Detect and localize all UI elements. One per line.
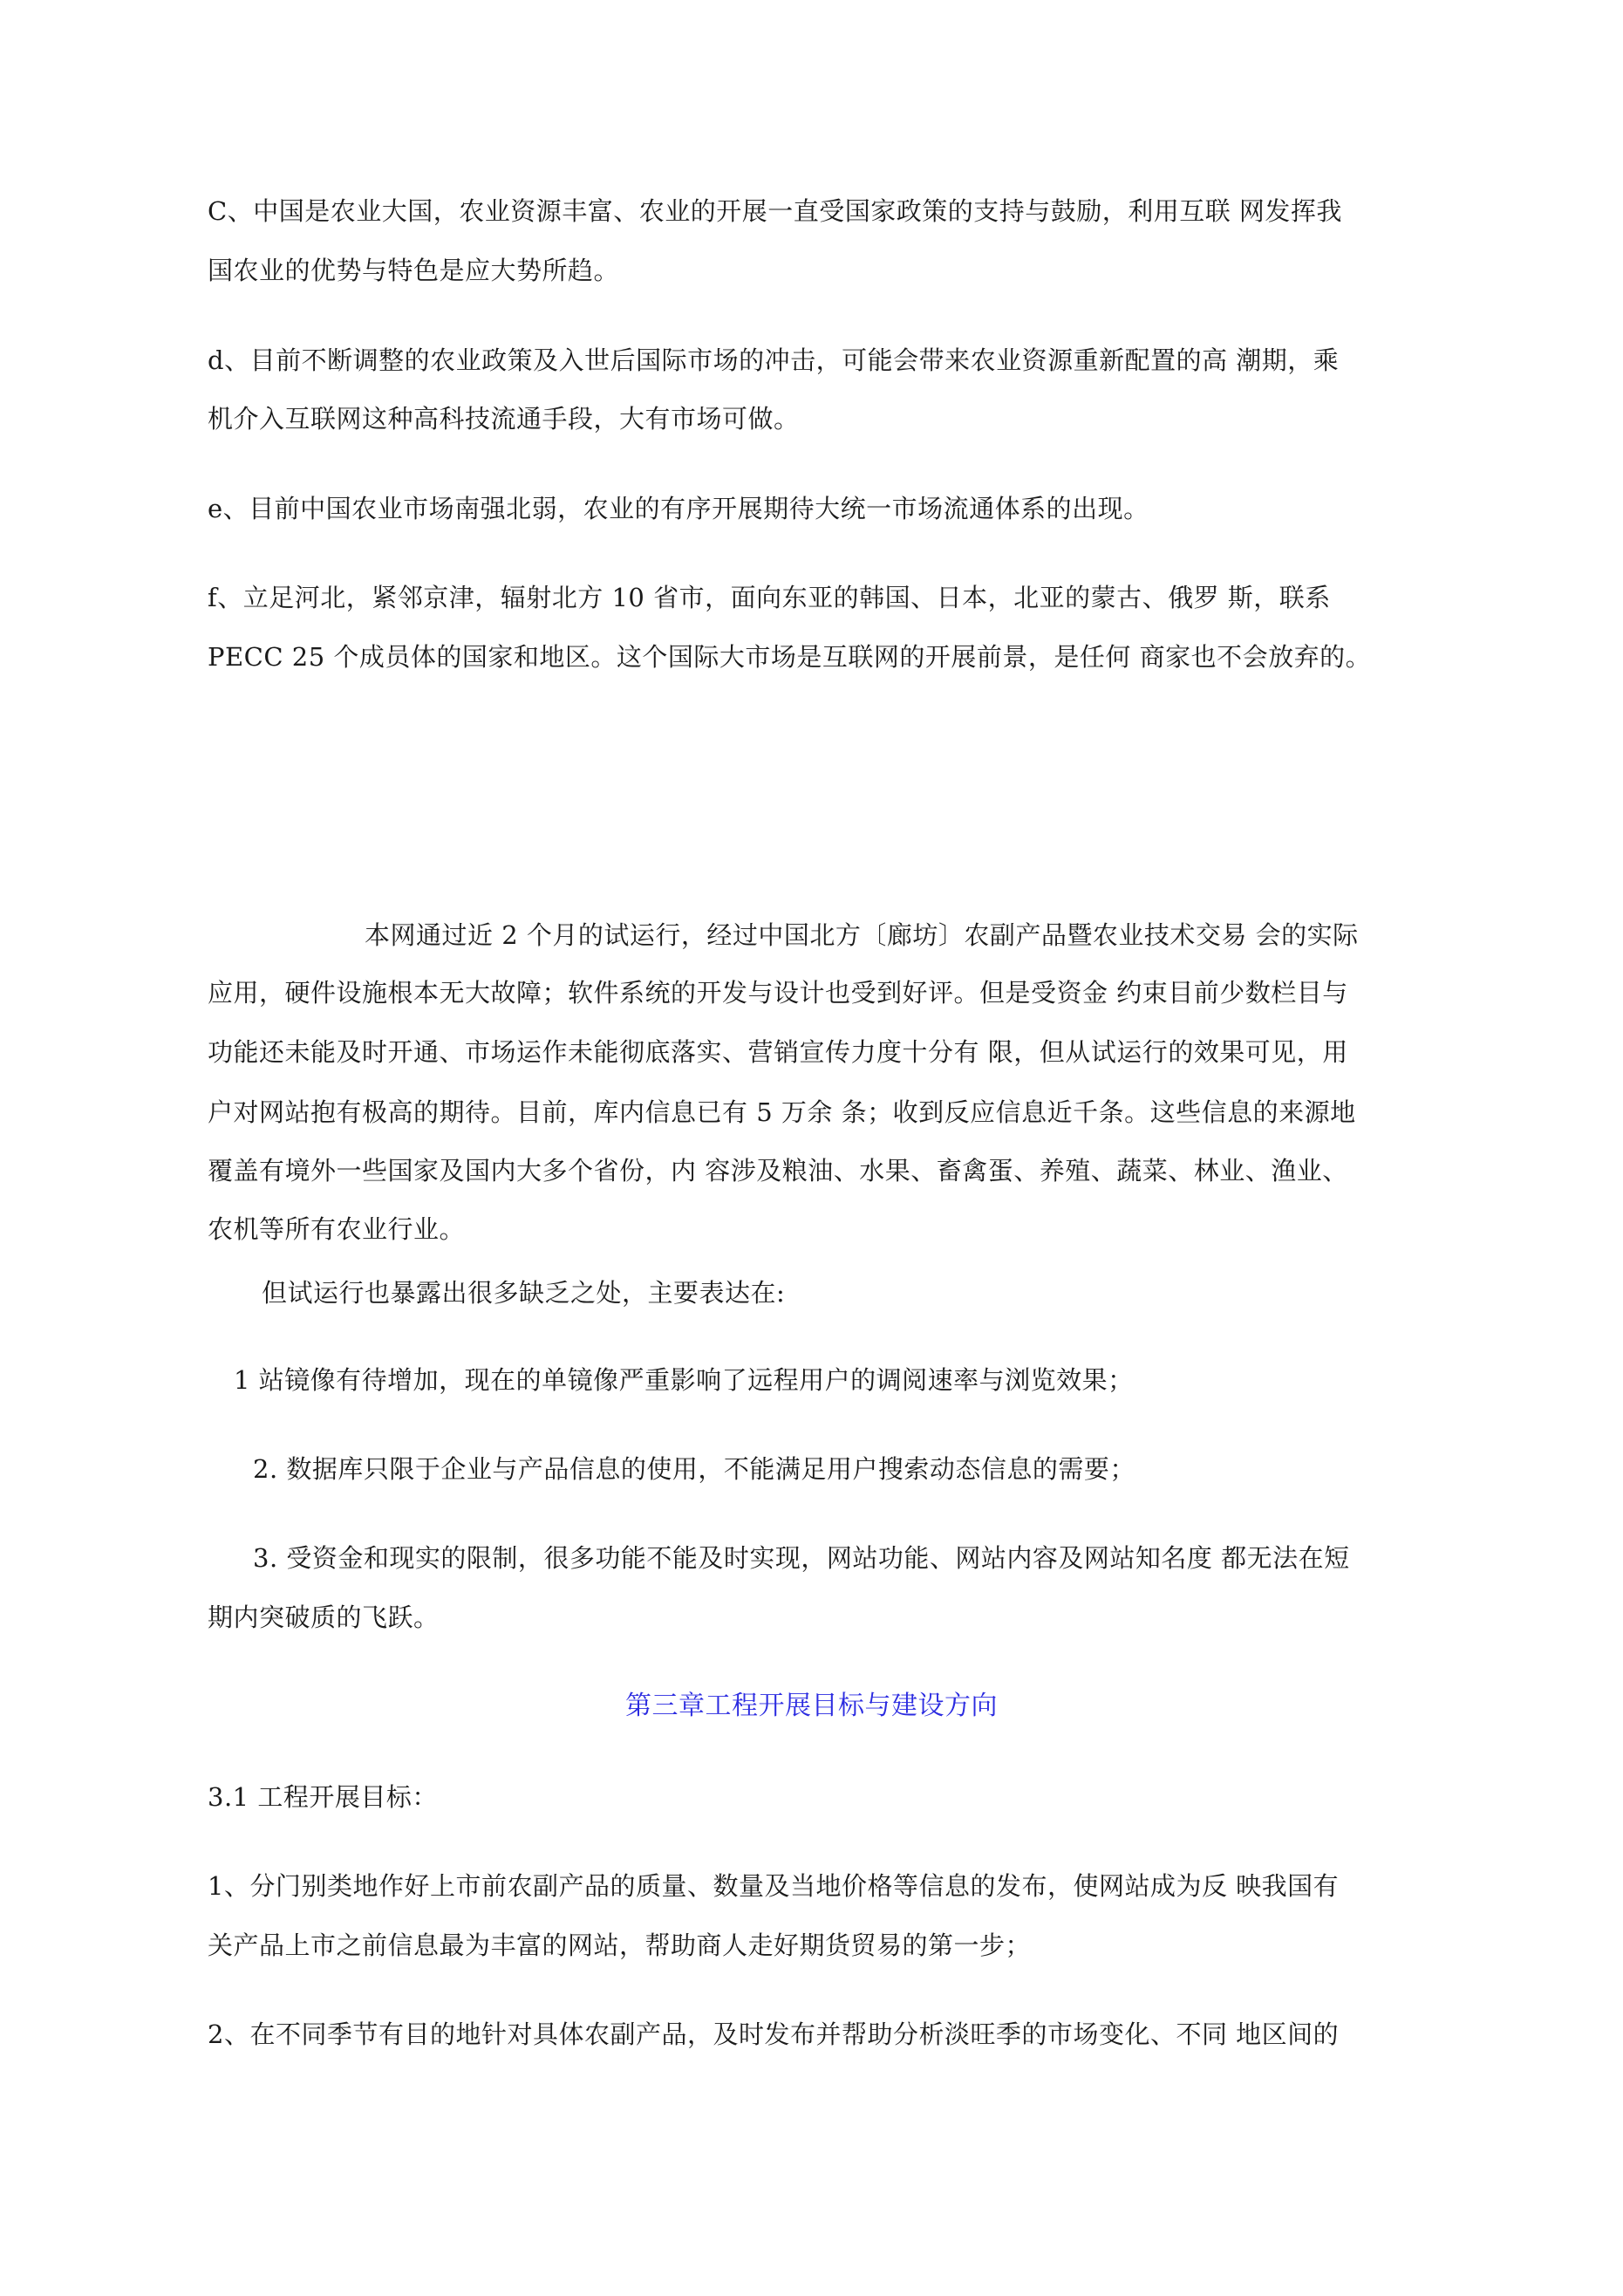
trial-paragraph-line-6: 农机等所有农业行业。 [208, 1214, 466, 1244]
shortcoming-item-3-line-1: 3. 受资金和现实的限制，很多功能不能及时实现，网站功能、网站内容及网站知名度 都无法在短 [253, 1543, 1350, 1573]
shortcoming-item-2: 2. 数据库只限于企业与产品信息的使用，不能满足用户搜索动态信息的需要； [253, 1454, 1135, 1484]
trial-paragraph-line-3: 功能还未能及时开通、市场运作未能彻底落实、营销宣传力度十分有 限，但从试运行的效果可见，用 [208, 1037, 1348, 1067]
trial-paragraph-line-2: 应用，硬件设施根本无大故障；软件系统的开发与设计也受到好评。但是受资金 约束目前少数栏目与 [208, 978, 1348, 1008]
goal-2-line-1: 2、在不同季节有目的地针对具体农副产品，及时发布并帮助分析淡旺季的市场变化、不同 地区间的 [208, 2019, 1340, 2049]
paragraph-d-line-1: d、目前不断调整的农业政策及入世后国际市场的冲击，可能会带来农业资源重新配置的高 潮期，乘 [208, 345, 1340, 375]
section-3-1-title: 3.1 工程开展目标： [208, 1782, 438, 1812]
chapter-heading: 第三章工程开展目标与建设方向 [625, 1691, 998, 1721]
paragraph-f-line-1: f、立足河北，紧邻京津，辐射北方 10 省市，面向东亚的韩国、日本，北亚的蒙古、俄罗 斯，联系 [208, 583, 1331, 612]
shortcomings-intro: 但试运行也暴露出很多缺乏之处，主要表达在: [262, 1278, 786, 1308]
paragraph-f-line-2: PECC 25 个成员体的国家和地区。这个国际大市场是互联网的开展前景，是任何 商家也不会放弃的。 [208, 642, 1372, 672]
trial-paragraph-line-5: 覆盖有境外一些国家及国内大多个省份，内 容涉及粮油、水果、畜禽蛋、养殖、蔬菜、林业、渔业、 [208, 1156, 1348, 1186]
paragraph-c-line-2: 国农业的优势与特色是应大势所趋。 [208, 256, 620, 285]
goal-1-line-2: 关产品上市之前信息最为丰富的网站，帮助商人走好期货贸易的第一步； [208, 1930, 1032, 1960]
shortcoming-item-3-line-2: 期内突破质的飞跃。 [208, 1602, 440, 1632]
shortcoming-item-1: 1 站镜像有待增加，现在的单镜像严重影响了远程用户的调阅速率与浏览效果； [234, 1365, 1134, 1395]
paragraph-e-line-1: e、目前中国农业市场南强北弱，农业的有序开展期待大统一市场流通体系的出现。 [208, 494, 1149, 523]
trial-paragraph-line-4: 户对网站抱有极高的期待。目前，库内信息已有 5 万余 条；收到反应信息近千条。这些信息的来源地 [208, 1097, 1356, 1127]
paragraph-c-line-1: C、中国是农业大国，农业资源丰富、农业的开展一直受国家政策的支持与鼓励，利用互联 网发挥我 [208, 196, 1342, 226]
goal-1-line-1: 1、分门别类地作好上市前农副产品的质量、数量及当地价格等信息的发布，使网站成为反 映我国有 [208, 1871, 1340, 1901]
trial-paragraph-line-1: 本网通过近 2 个月的试运行，经过中国北方〔廊坊〕农副产品暨农业技术交易 会的实际 [365, 920, 1359, 950]
paragraph-d-line-2: 机介入互联网这种高科技流通手段，大有市场可做。 [208, 404, 800, 434]
